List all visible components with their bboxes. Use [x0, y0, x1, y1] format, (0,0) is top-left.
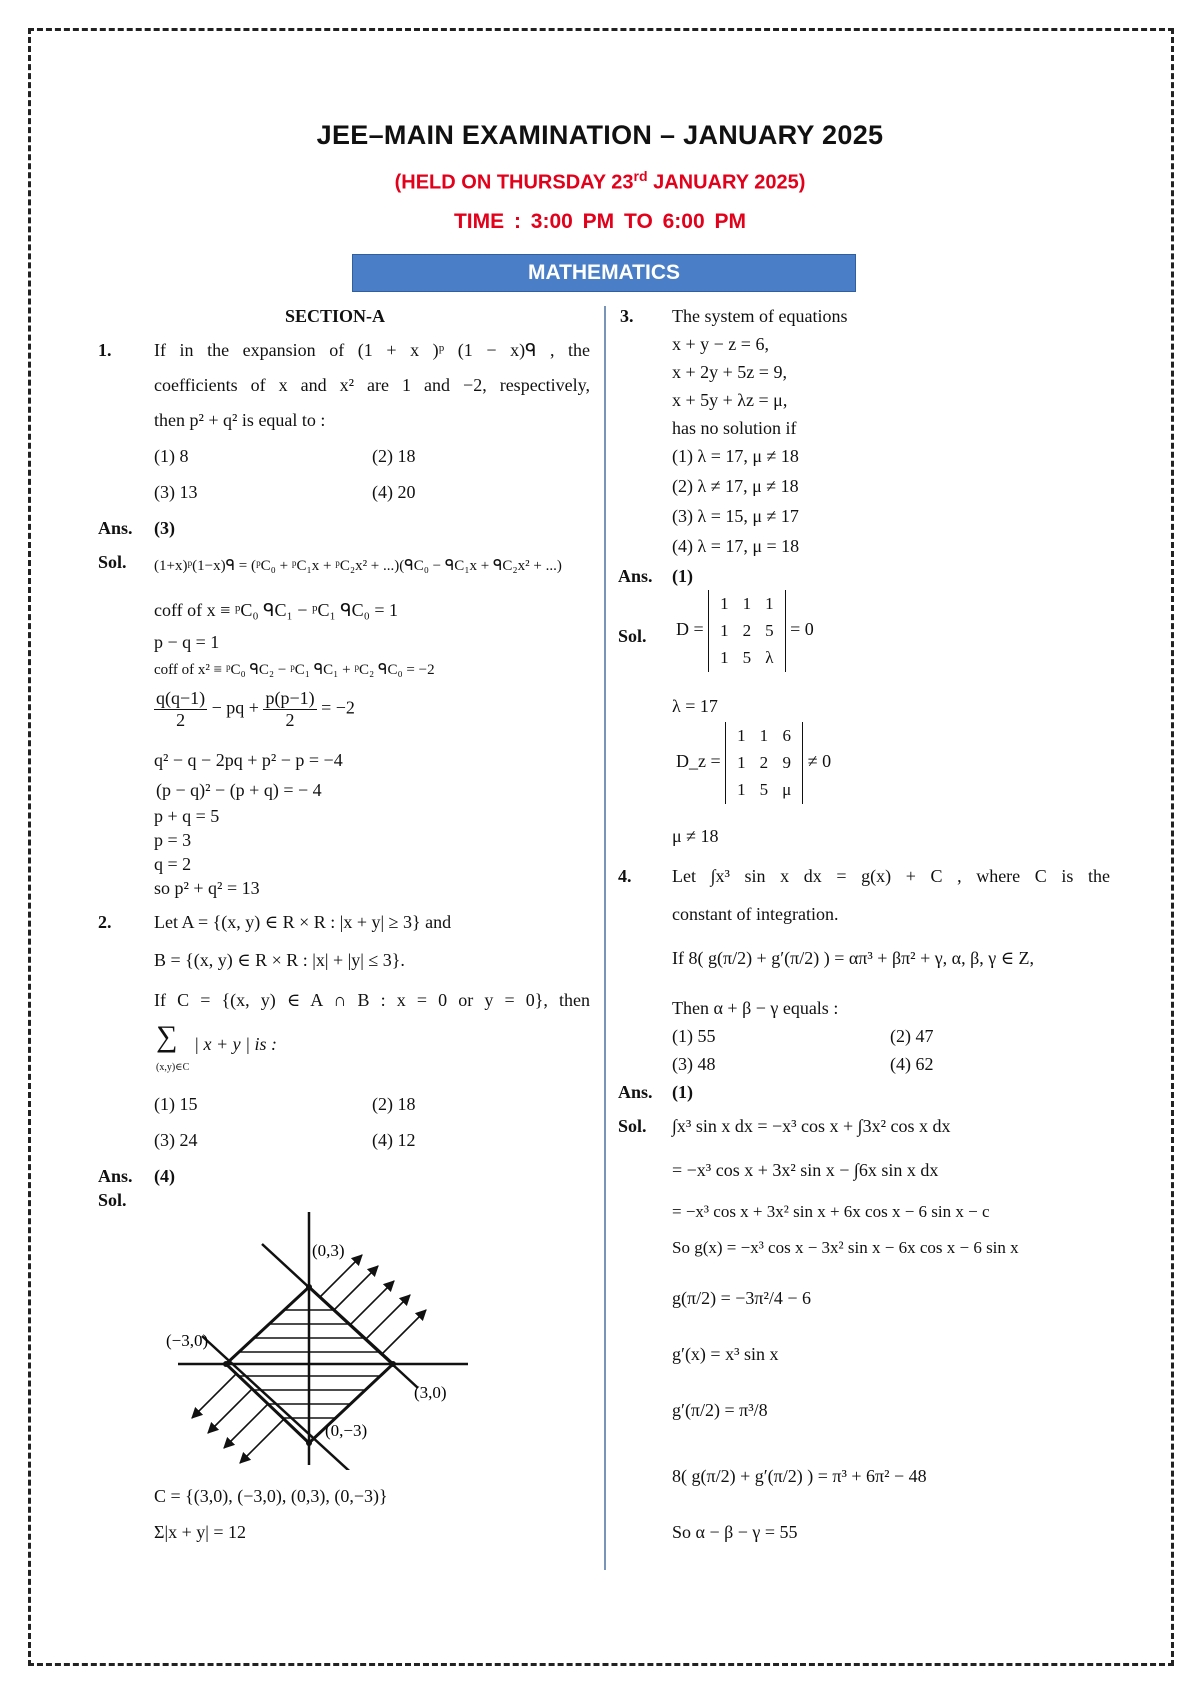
- q1-option-3: (3) 13: [154, 482, 198, 502]
- q1-sol-fraction-eq: $\frac{q(q-1)}{2}$ − pq + $\frac{p(p-1)}{2}$ = −2: [156, 688, 355, 730]
- q1-option-4: (4) 20: [372, 482, 416, 502]
- q1-sol-label: Sol.: [98, 552, 127, 572]
- q3-sol-mu: μ ≠ 18: [672, 826, 719, 846]
- q3-text-line1: The system of equations: [672, 306, 848, 326]
- q2-sol-label: Sol.: [98, 1190, 127, 1210]
- q1-sol-q-value: q = 2: [154, 854, 192, 874]
- q3-ans-label: Ans.: [618, 566, 653, 586]
- label-minus3-0: (−3,0): [166, 1331, 209, 1350]
- q4-option-1: (1) 55: [672, 1026, 716, 1046]
- column-divider: [604, 306, 606, 1570]
- q3-sol-label: Sol.: [618, 626, 647, 646]
- q3-option-3: (3) λ = 15, μ ≠ 17: [672, 506, 799, 526]
- q4-ans-label: Ans.: [618, 1082, 653, 1102]
- q2-sol-sum: Σ|x + y| = 12: [154, 1522, 246, 1542]
- q2-text-line1: Let A = {(x, y) ∈ R × R : |x + y| ≥ 3} and: [154, 912, 452, 932]
- q1-text-line2: coefficients of x and x² are 1 and −2, respectively,: [154, 375, 590, 395]
- q2-option-4: (4) 12: [372, 1130, 416, 1150]
- q3-equation-2: x + 2y + 5z = 9,: [672, 362, 787, 382]
- q4-sol-step1: ∫x³ sin x dx = −x³ cos x + ∫3x² cos x dx: [672, 1116, 951, 1136]
- q4-sol-g-of-x: So g(x) = −x³ cos x − 3x² sin x − 6x cos x − 6 sin x: [672, 1238, 1019, 1257]
- q1-answer: (3): [154, 518, 175, 538]
- q4-sol-g-prime-pi-by-2: g′(π/2) = π³/8: [672, 1400, 768, 1420]
- q1-option-1: (1) 8: [154, 446, 189, 466]
- q2-region-graph: [160, 1200, 480, 1470]
- q2-sol-set-c: C = {(3,0), (−3,0), (0,3), (0,−3)}: [154, 1486, 388, 1506]
- point-3-0: [390, 1361, 396, 1367]
- q4-sol-step2: = −x³ cos x + 3x² sin x − ∫6x sin x dx: [672, 1160, 939, 1180]
- q4-option-3: (3) 48: [672, 1054, 716, 1074]
- q1-text-line3: then p² + q² is equal to :: [154, 410, 326, 430]
- q1-sol-result: so p² + q² = 13: [154, 878, 260, 898]
- point-0-3: [306, 1284, 312, 1290]
- q1-sol-coeff-x2: coff of x² ≡ ᵖC₀ ᑫC₂ − ᵖC₁ ᑫC₁ + ᵖC₂ ᑫC₀ = −2: [154, 662, 435, 678]
- q3-option-1: (1) λ = 17, μ ≠ 18: [672, 446, 799, 466]
- q1-sol-p-minus-q: p − q = 1: [154, 632, 220, 652]
- q2-ans-label: Ans.: [98, 1166, 133, 1186]
- point-minus3-0: [223, 1361, 229, 1367]
- q2-option-1: (1) 15: [154, 1094, 198, 1114]
- exam-date: (HELD ON THURSDAY 23rd JANUARY 2025): [394, 168, 806, 194]
- q2-number: 2.: [98, 912, 112, 932]
- label-0-3: (0,3): [312, 1241, 345, 1260]
- q4-option-4: (4) 62: [890, 1054, 934, 1074]
- q4-number: 4.: [618, 866, 632, 886]
- q2-text-line2: B = {(x, y) ∈ R × R : |x| + |y| ≤ 3}.: [154, 950, 405, 970]
- q3-equation-3: x + 5y + λz = μ,: [672, 390, 788, 410]
- q1-sol-step2: (p − q)² − (p + q) = − 4: [156, 780, 322, 800]
- q1-sol-coeff-x: coff of x ≡ ᵖC₀ ᑫC₁ − ᵖC₁ ᑫC₀ = 1: [154, 600, 399, 620]
- q4-answer: (1): [672, 1082, 693, 1102]
- q2-sum-symbol: ∑: [156, 1020, 178, 1053]
- q4-sol-step3: = −x³ cos x + 3x² sin x + 6x cos x − 6 sin x − c: [672, 1202, 990, 1221]
- q4-text-line3: If 8( g(π/2) + g′(π/2) ) = απ³ + βπ² + γ, α, β, γ ∈ Z,: [672, 948, 1035, 968]
- q4-text-line1: Let ∫x³ sin x dx = g(x) + C , where C is the: [672, 866, 1110, 886]
- q1-sol-step1: q² − q − 2pq + p² − p = −4: [154, 750, 343, 770]
- q4-sol-g-pi-by-2: g(π/2) = −3π²/4 − 6: [672, 1288, 812, 1308]
- q1-number: 1.: [98, 340, 112, 360]
- line-x-plus-y-eq-minus-3: [202, 1336, 370, 1470]
- q4-text-line2: constant of integration.: [672, 904, 839, 924]
- q2-text-line3: If C = {(x, y) ∈ A ∩ B : x = 0 or y = 0}, then: [154, 990, 590, 1010]
- q3-equation-1: x + y − z = 6,: [672, 334, 769, 354]
- q2-answer: (4): [154, 1166, 175, 1186]
- q3-text-line2: has no solution if: [672, 418, 797, 438]
- q1-text-line1: If in the expansion of (1 + x )ᵖ (1 − x)ᑫ , the: [154, 340, 590, 360]
- q4-sol-label: Sol.: [618, 1116, 647, 1136]
- q3-det-d: D = 1 1 1 1 2 5 1 5 λ = 0: [676, 590, 814, 672]
- point-0-minus3: [306, 1440, 312, 1446]
- q4-sol-g-prime: g′(x) = x³ sin x: [672, 1344, 779, 1364]
- q3-det-dz: D_z = 1 1 6 1 2 9 1 5 μ ≠ 0: [676, 722, 831, 804]
- q3-option-4: (4) λ = 17, μ = 18: [672, 536, 800, 556]
- section-heading: SECTION-A: [285, 306, 386, 326]
- q2-sum-expression: | x + y | is :: [194, 1034, 278, 1054]
- exam-time: TIME : 3:00 PM TO 6:00 PM: [453, 210, 746, 233]
- q4-sol-final: So α − β − γ = 55: [672, 1522, 798, 1542]
- q1-sol-expansion: (1+x)ᵖ(1−x)ᑫ = (ᵖC₀ + ᵖC₁x + ᵖC₂x² + ...)(ᑫC₀ − ᑫC₁x + ᑫC₂x² + ...): [154, 558, 562, 574]
- q3-number: 3.: [620, 306, 634, 326]
- q1-option-2: (2) 18: [372, 446, 416, 466]
- q1-sol-p-value: p = 3: [154, 830, 192, 850]
- q4-option-2: (2) 47: [890, 1026, 934, 1046]
- q4-text-line4: Then α + β − γ equals :: [672, 998, 839, 1018]
- q4-sol-combined: 8( g(π/2) + g′(π/2) ) = π³ + 6π² − 48: [672, 1466, 927, 1486]
- q3-sol-lambda: λ = 17: [672, 696, 718, 716]
- q3-option-2: (2) λ ≠ 17, μ ≠ 18: [672, 476, 799, 496]
- q2-option-2: (2) 18: [372, 1094, 416, 1114]
- q1-ans-label: Ans.: [98, 518, 133, 538]
- q2-sum-subscript: (x,y)∈C: [156, 1062, 190, 1073]
- subject-banner: MATHEMATICS: [352, 254, 856, 292]
- q2-option-3: (3) 24: [154, 1130, 198, 1150]
- q3-answer: (1): [672, 566, 693, 586]
- label-3-0: (3,0): [414, 1383, 447, 1402]
- label-0-minus3: (0,−3): [325, 1421, 368, 1440]
- exam-title: JEE–MAIN EXAMINATION – JANUARY 2025: [316, 120, 884, 150]
- q1-sol-step3: p + q = 5: [154, 806, 220, 826]
